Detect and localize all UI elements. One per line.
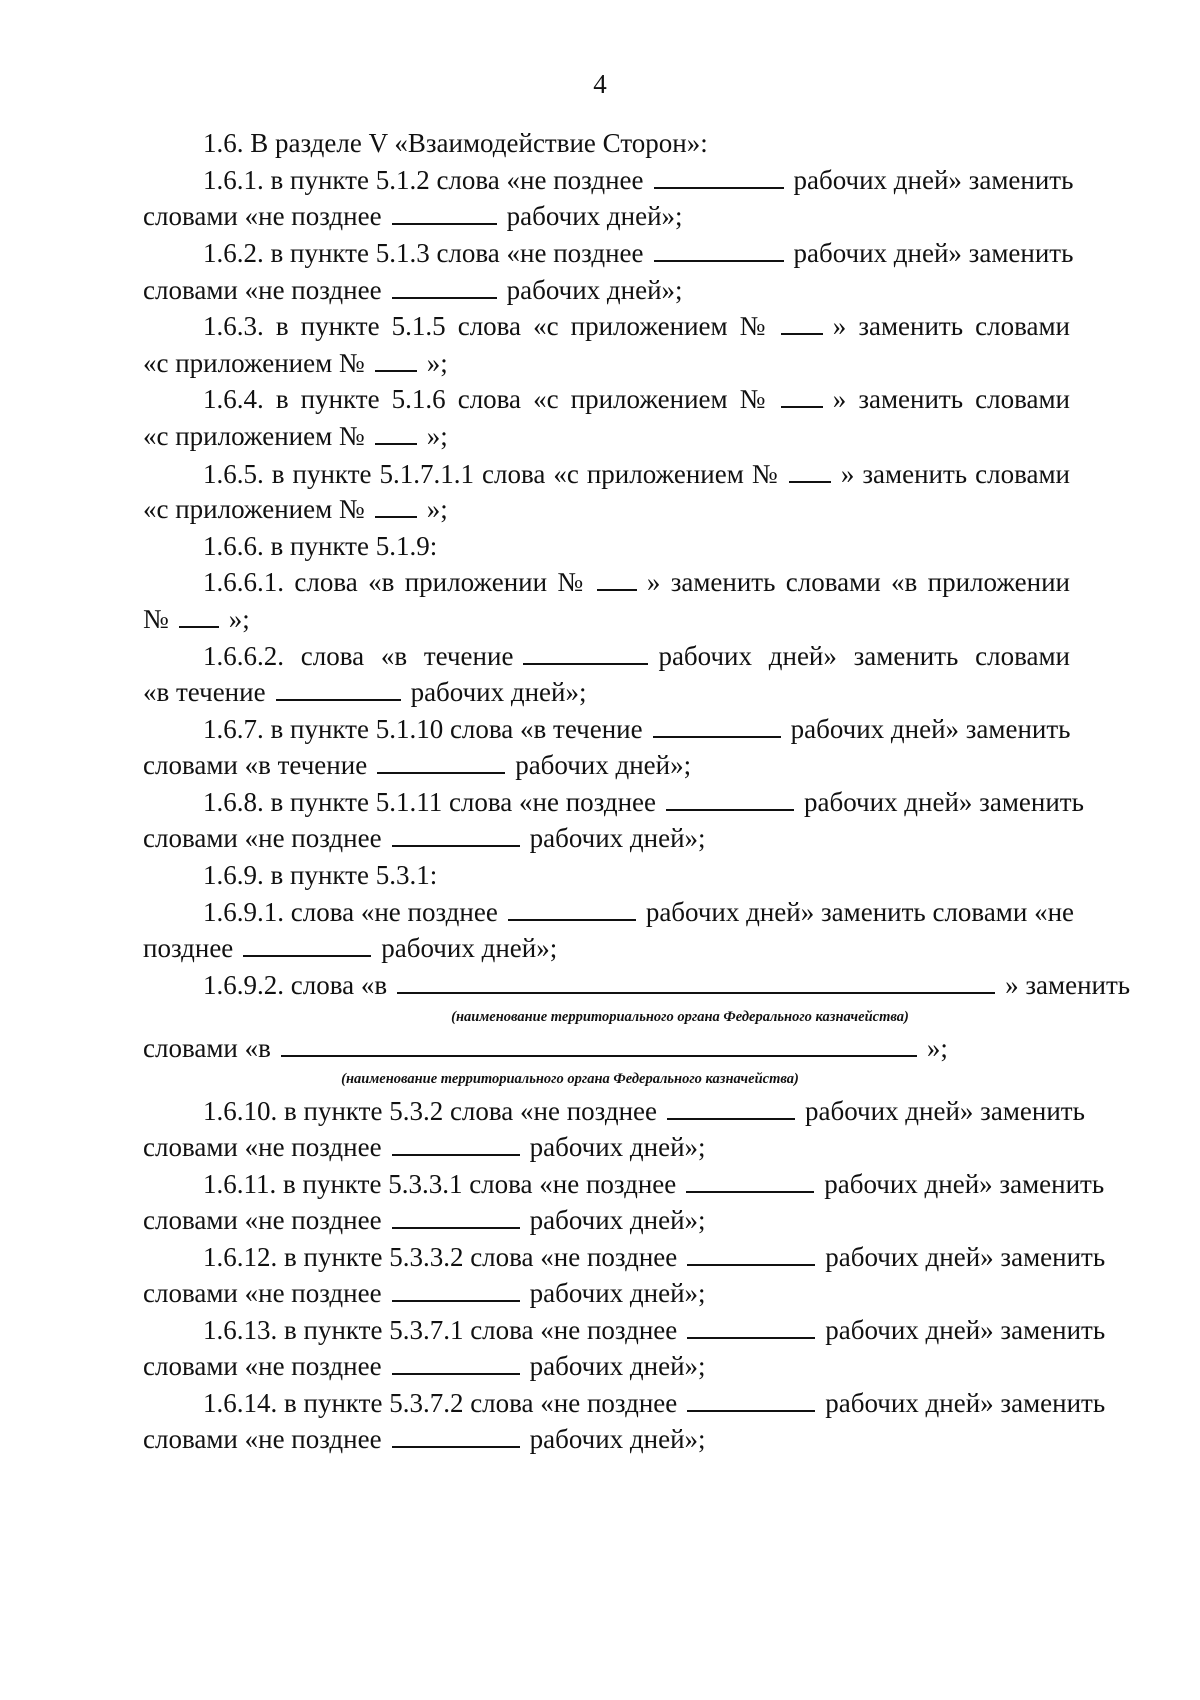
fill-in-blank — [377, 772, 505, 774]
fill-in-blank — [666, 809, 794, 811]
line-text: 1.6.9.2. слова «в — [203, 970, 388, 1000]
text-line — [143, 417, 448, 455]
fill-in-blank — [523, 663, 648, 665]
line-text: 1.6.6.1. слова «в приложении № — [203, 567, 587, 597]
fill-in-blank — [508, 919, 636, 921]
fill-in-blank — [179, 626, 219, 628]
text-line — [203, 124, 708, 162]
text-line — [143, 490, 448, 528]
line-text: словами «не позднее — [143, 1278, 382, 1308]
line-text: рабочих дней» заменить — [805, 1096, 1085, 1126]
text-line — [143, 1420, 706, 1458]
line-text: » заменить — [1005, 970, 1131, 1000]
line-text: »; — [426, 348, 448, 378]
line-text: »; — [926, 1033, 948, 1063]
fill-in-blank — [276, 699, 401, 701]
line-text: 1.6. В разделе V «Взаимодействие Сторон»: — [203, 128, 708, 158]
line-text: рабочих дней» заменить — [804, 787, 1084, 817]
line-text: рабочих дней»; — [529, 1351, 706, 1381]
line-text: 1.6.10. в пункте 5.3.2 слова «не позднее — [203, 1096, 657, 1126]
text-line — [203, 1238, 1106, 1276]
line-text: рабочих дней»; — [410, 677, 587, 707]
text-line — [143, 1128, 706, 1166]
fill-in-blank — [597, 589, 637, 591]
line-text: 1.6.11. в пункте 5.3.3.1 слова «не позднее — [203, 1169, 677, 1199]
fill-in-blank — [375, 370, 417, 372]
text-line — [203, 710, 1070, 748]
line-text: рабочих дней» заменить — [825, 1242, 1106, 1272]
text-line — [143, 197, 683, 235]
fill-in-blank — [243, 955, 371, 957]
fill-in-blank — [687, 1337, 815, 1339]
line-text: 1.6.4. в пункте 5.1.6 слова «с приложением № — [203, 384, 771, 414]
line-text: 1.6.1. в пункте 5.1.2 слова «не позднее — [203, 165, 644, 195]
line-text: 1.6.3. в пункте 5.1.5 слова «с приложением № — [203, 311, 771, 341]
text-line — [203, 783, 1084, 821]
line-text: № — [143, 604, 169, 634]
line-text: словами «не позднее — [143, 201, 382, 231]
line-text: »; — [228, 604, 250, 634]
line-text: 1.6.13. в пункте 5.3.7.1 слова «не позднее — [203, 1315, 678, 1345]
text-line — [203, 1165, 1105, 1203]
text-line — [143, 819, 706, 857]
text-line — [143, 1029, 948, 1067]
line-text: рабочих дней» заменить — [793, 238, 1074, 268]
page-number: 4 — [593, 69, 607, 99]
line-text: 1.6.5. в пункте 5.1.7.1.1 слова «с приложением № — [203, 459, 779, 489]
line-text: словами «не позднее — [143, 275, 382, 305]
text-line — [203, 563, 1070, 601]
fill-in-blank — [392, 845, 520, 847]
text-line — [203, 161, 1074, 199]
line-text: «с приложением № — [143, 348, 365, 378]
fill-in-blank — [654, 187, 784, 189]
text-line — [203, 455, 1070, 493]
text-line — [203, 234, 1074, 272]
line-text: словами «в течение — [143, 750, 368, 780]
line-text: рабочих дней» заменить — [824, 1169, 1105, 1199]
line-text: »; — [426, 421, 448, 451]
text-line — [143, 746, 691, 784]
line-text: 1.6.6. в пункте 5.1.9: — [203, 531, 438, 561]
line-text: рабочих дней»; — [515, 750, 692, 780]
line-text: » заменить словами — [832, 311, 1070, 341]
text-line — [143, 600, 250, 638]
line-text: рабочих дней» заменить — [825, 1388, 1106, 1418]
fill-in-blank — [392, 1300, 520, 1302]
line-text: позднее — [143, 933, 234, 963]
line-text: рабочих дней» заменить словами «не — [645, 897, 1075, 927]
text-line — [143, 929, 557, 967]
line-text: 1.6.6.2. слова «в течение — [203, 641, 514, 671]
text-line — [203, 1092, 1085, 1130]
line-text: рабочих дней»; — [529, 1424, 706, 1454]
text-line — [143, 1347, 706, 1385]
fill-in-blank — [392, 1154, 520, 1156]
text-line — [203, 527, 437, 565]
line-text: рабочих дней»; — [529, 1278, 706, 1308]
line-text: 1.6.2. в пункте 5.1.3 слова «не позднее — [203, 238, 644, 268]
fill-in-blank — [392, 1373, 520, 1375]
text-line — [143, 1201, 706, 1239]
text-line — [143, 271, 683, 309]
text-line — [143, 1274, 706, 1312]
line-text: словами «не позднее — [143, 1351, 382, 1381]
line-text: словами «не позднее — [143, 823, 382, 853]
fill-in-blank — [375, 516, 417, 518]
line-text: словами «не позднее — [143, 1424, 382, 1454]
fill-in-blank — [781, 333, 823, 335]
line-text: » заменить словами «в приложении — [646, 567, 1070, 597]
fill-in-blank — [686, 1191, 814, 1193]
text-line — [203, 966, 1130, 1004]
line-text: рабочих дней»; — [529, 1132, 706, 1162]
fill-in-blank — [667, 1118, 795, 1120]
fill-in-blank — [392, 1227, 520, 1229]
line-text: 1.6.9.1. слова «не позднее — [203, 897, 498, 927]
line-text: 1.6.7. в пункте 5.1.10 слова «в течение — [203, 714, 643, 744]
line-text: 1.6.12. в пункте 5.3.3.2 слова «не позднее — [203, 1242, 678, 1272]
line-text: 1.6.9. в пункте 5.3.1: — [203, 860, 438, 890]
line-text: рабочих дней» заменить словами — [658, 641, 1070, 671]
line-text: рабочих дней»; — [506, 201, 683, 231]
line-text: » заменить словами — [840, 459, 1070, 489]
fill-in-blank — [781, 406, 823, 408]
fill-in-blank — [687, 1264, 815, 1266]
fill-in-blank — [392, 223, 497, 225]
line-text: рабочих дней»; — [381, 933, 558, 963]
line-text: 1.6.14. в пункте 5.3.7.2 слова «не позднее — [203, 1388, 678, 1418]
line-text: рабочих дней» заменить — [825, 1315, 1106, 1345]
line-text: рабочих дней» заменить — [790, 714, 1071, 744]
fill-in-blank — [653, 736, 781, 738]
line-text: рабочих дней» заменить — [793, 165, 1074, 195]
fill-in-blank — [375, 443, 417, 445]
line-text: словами «не позднее — [143, 1132, 382, 1162]
text-line — [143, 673, 586, 711]
line-text: «с приложением № — [143, 421, 365, 451]
line-text: рабочих дней»; — [529, 1205, 706, 1235]
text-line — [143, 344, 448, 382]
text-line — [203, 893, 1075, 931]
line-text: словами «в — [143, 1033, 271, 1063]
line-text: «в течение — [143, 677, 266, 707]
text-line — [203, 307, 1070, 345]
fill-in-blank — [281, 1055, 917, 1057]
line-text: рабочих дней»; — [506, 275, 683, 305]
text-line — [203, 637, 1070, 675]
fill-in-blank — [654, 260, 784, 262]
line-text: словами «не позднее — [143, 1205, 382, 1235]
text-line — [203, 1311, 1106, 1349]
line-text: » заменить словами — [832, 384, 1070, 414]
text-line — [203, 380, 1070, 418]
blank-caption: (наименование территориального органа Федерального казначейства) — [341, 1071, 799, 1087]
text-line — [203, 1384, 1106, 1422]
line-text: »; — [426, 494, 448, 524]
fill-in-blank — [392, 1446, 520, 1448]
fill-in-blank — [397, 992, 995, 994]
line-text: 1.6.8. в пункте 5.1.11 слова «не позднее — [203, 787, 656, 817]
line-text: рабочих дней»; — [529, 823, 706, 853]
fill-in-blank — [789, 481, 831, 483]
text-line — [203, 856, 437, 894]
fill-in-blank — [392, 297, 497, 299]
fill-in-blank — [687, 1410, 815, 1412]
blank-caption: (наименование территориального органа Федерального казначейства) — [451, 1009, 909, 1025]
line-text: «с приложением № — [143, 494, 365, 524]
